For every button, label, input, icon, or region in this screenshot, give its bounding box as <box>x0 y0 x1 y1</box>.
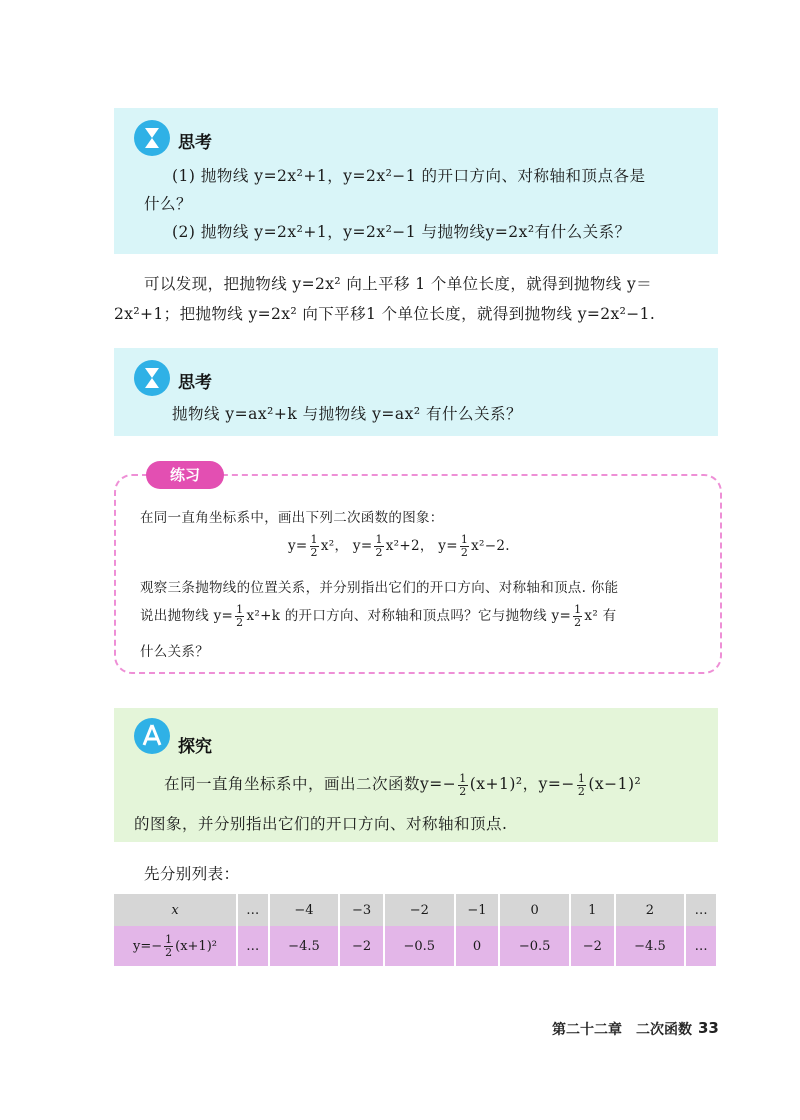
practice-line-5: 什么关系？ <box>140 644 209 660</box>
practice-line-4: 说出抛物线 y= $\frac{1}{2}$ x²+k 的开口方向、对称轴和顶点吗？它与抛物线 y= $\frac{1}{2}$ x² 有 <box>140 603 617 629</box>
table-cell: −4.5 <box>615 926 686 966</box>
table-cell: −1 <box>455 894 500 926</box>
table-cell: 0 <box>455 926 500 966</box>
think-question-3: 抛物线 y=ax²+k 与抛物线 y=ax² 有什么关系？ <box>172 405 522 423</box>
explore-line-2: 的图象，并分别指出它们的开口方向、对称轴和顶点. <box>134 815 508 833</box>
think-question-1-line-2: 什么？ <box>144 195 193 213</box>
table-cell: −4 <box>269 894 340 926</box>
think-question-1-line-1: (1) 抛物线 y=2x²+1，y=2x²−1 的开口方向、对称轴和顶点各是 <box>172 167 646 185</box>
table-cell: −2 <box>384 894 455 926</box>
practice-line-3: 观察三条抛物线的位置关系，并分别指出它们的开口方向、对称轴和顶点. 你能 <box>140 580 619 596</box>
table-header-cell: x <box>114 894 237 926</box>
table-cell: … <box>685 894 717 926</box>
page-number: 33 <box>698 1019 719 1037</box>
values-table <box>114 894 718 966</box>
table-cell: … <box>237 926 269 966</box>
practice-line-1: 在同一直角坐标系中，画出下列二次函数的图象： <box>140 510 444 526</box>
table-cell: −2 <box>570 926 615 966</box>
think-heading-2: 思考 <box>178 373 212 393</box>
compass-icon <box>134 718 170 754</box>
table-cell: −2 <box>339 926 384 966</box>
explore-line-1: 在同一直角坐标系中，画出二次函数y=− $\frac{1}{2}$ (x+1)²，y=− $\frac{1}{2}$ (x−1)² <box>164 771 642 798</box>
table-cell: 2 <box>615 894 686 926</box>
chapter-title: 第二十二章 二次函数 <box>552 1022 692 1038</box>
table-row <box>114 894 717 926</box>
hourglass-icon <box>134 360 170 396</box>
practice-tag: 练习 <box>146 461 224 489</box>
table-intro: 先分别列表： <box>144 865 240 883</box>
practice-formulas: y= $\frac{1}{2}$ x²， y= $\frac{1}{2}$ x²+2， y= $\frac{1}{2}$ x²−2. <box>288 533 510 559</box>
table-cell: 0 <box>499 894 570 926</box>
explore-heading: 探究 <box>178 737 212 757</box>
hourglass-icon <box>134 120 170 156</box>
table-row <box>114 926 717 966</box>
table-cell: 1 <box>570 894 615 926</box>
table-cell: −4.5 <box>269 926 340 966</box>
table-cell: … <box>237 894 269 926</box>
table-cell: −0.5 <box>499 926 570 966</box>
table-cell: −0.5 <box>384 926 455 966</box>
table-cell: −3 <box>339 894 384 926</box>
paragraph-line-2: 2x²+1；把抛物线 y=2x² 向下平移1 个单位长度，就得到抛物线 y=2x²−1. <box>114 305 656 323</box>
paragraph-line-1: 可以发现，把抛物线 y=2x² 向上平移 1 个单位长度，就得到抛物线 y＝ <box>144 275 653 293</box>
table-header-cell: y=− $\frac{1}{2}$ (x+1)² <box>114 926 237 966</box>
think-heading-1: 思考 <box>178 133 212 153</box>
table-cell: … <box>685 926 717 966</box>
think-question-2: (2) 抛物线 y=2x²+1，y=2x²−1 与抛物线y=2x²有什么关系？ <box>172 223 631 241</box>
